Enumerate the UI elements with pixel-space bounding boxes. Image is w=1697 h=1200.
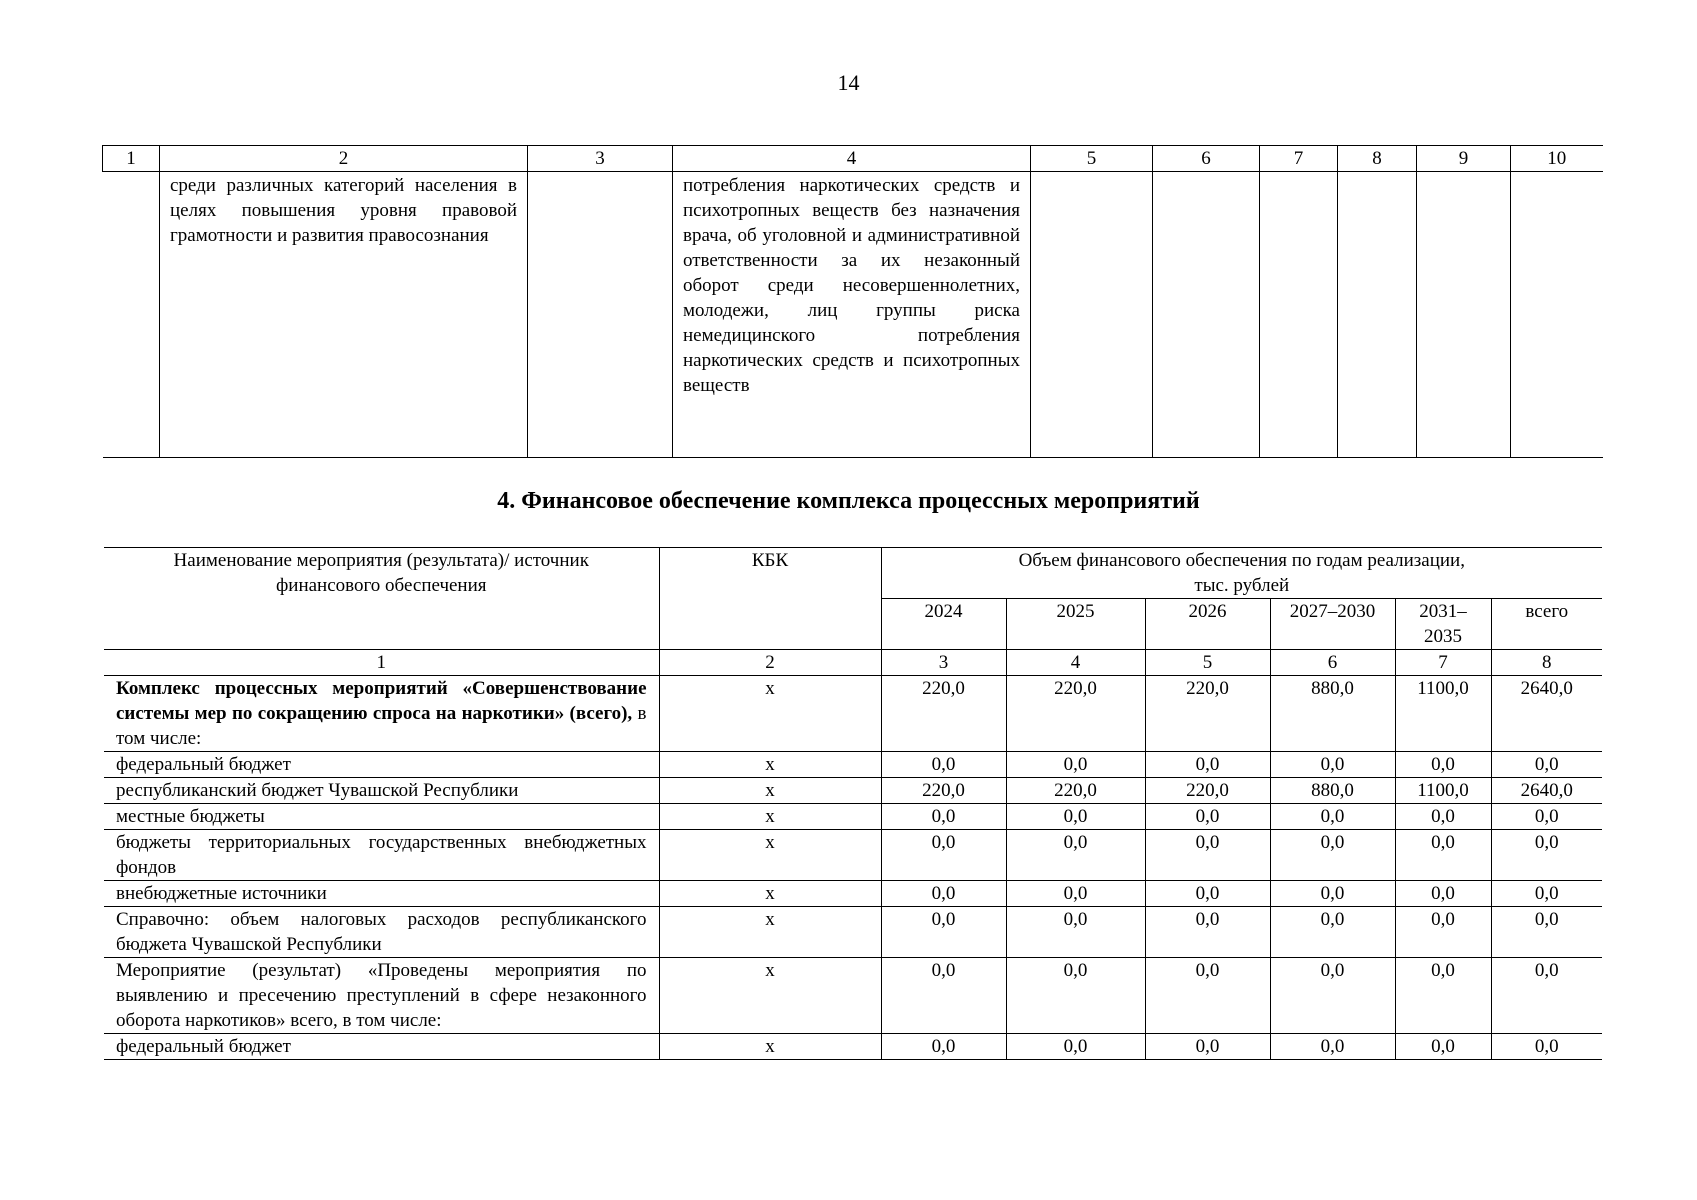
value-cell: 0,0 bbox=[1270, 958, 1395, 1034]
value-cell: 220,0 bbox=[881, 778, 1006, 804]
value-cell: 0,0 bbox=[1491, 830, 1602, 881]
value-cell: 0,0 bbox=[1491, 881, 1602, 907]
table-header-row bbox=[103, 146, 1603, 172]
value-cell: 0,0 bbox=[1491, 907, 1602, 958]
year-total: всего bbox=[1491, 599, 1602, 650]
column-number: 3 bbox=[528, 146, 673, 172]
value-cell: 0,0 bbox=[1270, 881, 1395, 907]
kbk-cell: х bbox=[659, 907, 881, 958]
value-cell: 0,0 bbox=[1145, 804, 1270, 830]
value-cell: 0,0 bbox=[1006, 830, 1145, 881]
value-cell: 2640,0 bbox=[1491, 778, 1602, 804]
column-number: 4 bbox=[1006, 650, 1145, 676]
header-name: Наименование мероприятия (результата)/ источник финансового обеспечения bbox=[104, 548, 659, 650]
value-cell: 1100,0 bbox=[1395, 778, 1491, 804]
header-volume: Объем финансового обеспечения по годам реализации, тыс. рублей bbox=[881, 548, 1602, 599]
value-cell: 0,0 bbox=[1270, 1034, 1395, 1060]
empty-cell bbox=[1338, 172, 1417, 458]
value-cell: 0,0 bbox=[1395, 958, 1491, 1034]
value-cell: 0,0 bbox=[881, 907, 1006, 958]
value-cell: 0,0 bbox=[1006, 804, 1145, 830]
year-2031-2035: 2031–2035 bbox=[1395, 599, 1491, 650]
value-cell: 0,0 bbox=[881, 881, 1006, 907]
column-number: 2 bbox=[160, 146, 528, 172]
header-kbk: КБК bbox=[659, 548, 881, 650]
table-row bbox=[104, 830, 1602, 881]
value-cell: 880,0 bbox=[1270, 778, 1395, 804]
value-cell: 0,0 bbox=[1270, 907, 1395, 958]
year-2026: 2026 bbox=[1145, 599, 1270, 650]
value-cell: 0,0 bbox=[1145, 958, 1270, 1034]
empty-cell bbox=[1417, 172, 1511, 458]
page-number: 14 bbox=[837, 70, 860, 95]
finance-table bbox=[104, 547, 1602, 1060]
kbk-cell: х bbox=[659, 778, 881, 804]
empty-cell bbox=[1031, 172, 1153, 458]
value-cell: 0,0 bbox=[1491, 958, 1602, 1034]
kbk-cell: х bbox=[659, 881, 881, 907]
row-label: Мероприятие (результат) «Проведены мероприятия по выявлению и пресечению преступлений в сфере незаконного оборота наркотиков» всего, в том числе: bbox=[104, 958, 659, 1034]
column-number: 7 bbox=[1260, 146, 1338, 172]
section-title: 4. Финансовое обеспечение комплекса процессных мероприятий bbox=[497, 488, 1200, 514]
value-cell: 0,0 bbox=[1395, 1034, 1491, 1060]
kbk-cell: х bbox=[659, 830, 881, 881]
column-number: 3 bbox=[881, 650, 1006, 676]
value-cell: 0,0 bbox=[1270, 804, 1395, 830]
value-cell: 0,0 bbox=[881, 804, 1006, 830]
value-cell: 0,0 bbox=[1395, 804, 1491, 830]
event-description-cell: среди различных категорий населения в целях повышения уровня правовой грамотности и развития правосознания bbox=[160, 172, 528, 458]
value-cell: 0,0 bbox=[1145, 830, 1270, 881]
value-cell: 0,0 bbox=[1006, 1034, 1145, 1060]
row-label: внебюджетные источники bbox=[104, 881, 659, 907]
column-number: 2 bbox=[659, 650, 881, 676]
table-row bbox=[104, 676, 1602, 752]
value-cell: 0,0 bbox=[1145, 881, 1270, 907]
row-label: республиканский бюджет Чувашской Республики bbox=[104, 778, 659, 804]
table-row bbox=[103, 172, 1603, 458]
table-row bbox=[104, 1034, 1602, 1060]
column-number: 5 bbox=[1031, 146, 1153, 172]
table-row bbox=[104, 907, 1602, 958]
value-cell: 0,0 bbox=[1145, 1034, 1270, 1060]
empty-cell bbox=[1153, 172, 1260, 458]
year-2024: 2024 bbox=[881, 599, 1006, 650]
row-label: Справочно: объем налоговых расходов республиканского бюджета Чувашской Республики bbox=[104, 907, 659, 958]
value-cell: 0,0 bbox=[1006, 907, 1145, 958]
value-cell: 1100,0 bbox=[1395, 676, 1491, 752]
row-label: бюджеты территориальных государственных внебюджетных фондов bbox=[104, 830, 659, 881]
row-label: федеральный бюджет bbox=[104, 752, 659, 778]
column-number: 1 bbox=[103, 146, 160, 172]
value-cell: 0,0 bbox=[881, 752, 1006, 778]
column-number: 7 bbox=[1395, 650, 1491, 676]
continuation-table bbox=[102, 145, 1603, 458]
empty-cell bbox=[1260, 172, 1338, 458]
year-2027-2030: 2027–2030 bbox=[1270, 599, 1395, 650]
column-number: 4 bbox=[673, 146, 1031, 172]
empty-cell bbox=[528, 172, 673, 458]
kbk-cell: х bbox=[659, 752, 881, 778]
value-cell: 0,0 bbox=[881, 1034, 1006, 1060]
value-cell: 0,0 bbox=[881, 958, 1006, 1034]
row-label-bold: Комплекс процессных мероприятий «Совершенствование системы мер по сокращению спроса на наркотики» (всего), bbox=[116, 678, 647, 724]
value-cell: 0,0 bbox=[881, 830, 1006, 881]
value-cell: 0,0 bbox=[1270, 830, 1395, 881]
year-2025: 2025 bbox=[1006, 599, 1145, 650]
value-cell: 0,0 bbox=[1006, 958, 1145, 1034]
table-row bbox=[104, 778, 1602, 804]
value-cell: 880,0 bbox=[1270, 676, 1395, 752]
value-cell: 0,0 bbox=[1145, 907, 1270, 958]
row-label bbox=[104, 676, 659, 752]
value-cell: 0,0 bbox=[1006, 752, 1145, 778]
column-number: 6 bbox=[1270, 650, 1395, 676]
column-numbers-row bbox=[104, 650, 1602, 676]
value-cell: 0,0 bbox=[1491, 752, 1602, 778]
column-number: 9 bbox=[1417, 146, 1511, 172]
value-cell: 220,0 bbox=[881, 676, 1006, 752]
value-cell: 0,0 bbox=[1491, 1034, 1602, 1060]
value-cell: 0,0 bbox=[1270, 752, 1395, 778]
kbk-cell: х bbox=[659, 1034, 881, 1060]
value-cell: 0,0 bbox=[1395, 830, 1491, 881]
value-cell: 220,0 bbox=[1006, 778, 1145, 804]
empty-cell bbox=[103, 172, 160, 458]
value-cell: 0,0 bbox=[1491, 804, 1602, 830]
row-label-rest: в том числе: bbox=[116, 703, 647, 749]
finance-header-row bbox=[104, 548, 1602, 599]
column-number: 1 bbox=[104, 650, 659, 676]
kbk-cell: х bbox=[659, 676, 881, 752]
table-row bbox=[104, 752, 1602, 778]
value-cell: 220,0 bbox=[1006, 676, 1145, 752]
value-cell: 0,0 bbox=[1395, 752, 1491, 778]
value-cell: 0,0 bbox=[1395, 881, 1491, 907]
value-cell: 0,0 bbox=[1395, 907, 1491, 958]
value-cell: 2640,0 bbox=[1491, 676, 1602, 752]
value-cell: 220,0 bbox=[1145, 778, 1270, 804]
table-row bbox=[104, 881, 1602, 907]
row-label: федеральный бюджет bbox=[104, 1034, 659, 1060]
column-number: 8 bbox=[1491, 650, 1602, 676]
value-cell: 0,0 bbox=[1006, 881, 1145, 907]
column-number: 10 bbox=[1511, 146, 1603, 172]
column-number: 5 bbox=[1145, 650, 1270, 676]
column-number: 8 bbox=[1338, 146, 1417, 172]
kbk-cell: х bbox=[659, 958, 881, 1034]
result-description-cell: потребления наркотических средств и психотропных веществ без назначения врача, об уголовной и административной ответственности за их незаконный оборот среди несовершеннолетних, молодежи, лиц группы риска немедицинского потребления наркотических средств и психотропных веществ bbox=[673, 172, 1031, 458]
row-label: местные бюджеты bbox=[104, 804, 659, 830]
table-row bbox=[104, 804, 1602, 830]
value-cell: 220,0 bbox=[1145, 676, 1270, 752]
table-row bbox=[104, 958, 1602, 1034]
empty-cell bbox=[1511, 172, 1603, 458]
column-number: 6 bbox=[1153, 146, 1260, 172]
value-cell: 0,0 bbox=[1145, 752, 1270, 778]
kbk-cell: х bbox=[659, 804, 881, 830]
